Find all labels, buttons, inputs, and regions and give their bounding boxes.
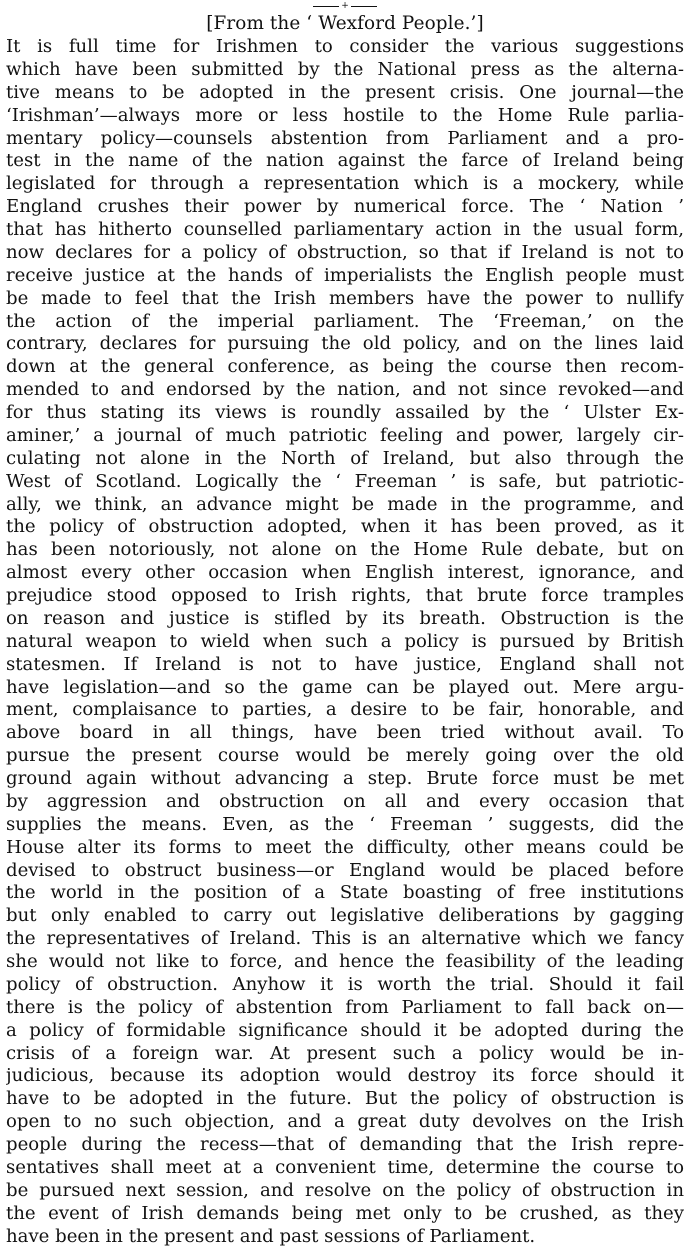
article-line: the event of Irish demands being met only to be crushed, as they xyxy=(6,1203,684,1226)
article-line: have legislation—and so the game can be played out. Mere argu- xyxy=(6,677,684,700)
article-line: the action of the imperial parliament. The ‘Freeman,’ on the xyxy=(6,311,684,334)
article-line: down at the general conference, as being the course then recom- xyxy=(6,356,684,379)
article-line: open to no such objection, and a great duty devolves on the Irish xyxy=(6,1111,684,1134)
article-line: she would not like to force, and hence the feasibility of the leading xyxy=(6,951,684,974)
article-line: ally, we think, an advance might be made in the programme, and xyxy=(6,494,684,517)
rule-ornament: + xyxy=(341,2,349,10)
article-line: but only enabled to carry out legislative deliberations by gagging xyxy=(6,905,684,928)
article-line: ‘Irishman’—always more or less hostile to the Home Rule parlia- xyxy=(6,105,684,128)
article-line: crisis of a foreign war. At present such a policy would be in- xyxy=(6,1043,684,1066)
article-line: on reason and justice is stifled by its breath. Obstruction is the xyxy=(6,608,684,631)
article-line: there is the policy of abstention from Parliament to fall back on— xyxy=(6,997,684,1020)
article-line: the world in the position of a State boasting of free institutions xyxy=(6,882,684,905)
article-line: the policy of obstruction adopted, when it has been proved, as it xyxy=(6,516,684,539)
article-line: almost every other occasion when English interest, ignorance, and xyxy=(6,562,684,585)
article-line: West of Scotland. Logically the ‘ Freeman ’ is safe, but patriotic- xyxy=(6,471,684,494)
article-line: policy of obstruction. Anyhow it is worth the trial. Should it fail xyxy=(6,974,684,997)
article-line: supplies the means. Even, as the ‘ Freeman ’ suggests, did the xyxy=(6,814,684,837)
rule-bar-right xyxy=(351,6,377,7)
article-line: House alter its forms to meet the difficulty, other means could be xyxy=(6,837,684,860)
article-line: a policy of formidable significance should it be adopted during the xyxy=(6,1020,684,1043)
article-line: It is full time for Irishmen to consider the various suggestions xyxy=(6,36,684,59)
article-line: England crushes their power by numerical force. The ‘ Nation ’ xyxy=(6,196,684,219)
article-line: legislated for through a representation which is a mockery, while xyxy=(6,173,684,196)
article-line: now declares for a policy of obstruction, so that if Ireland is not to xyxy=(6,242,684,265)
article-line: culating not alone in the North of Ireland, but also through the xyxy=(6,448,684,471)
article-line: ment, complaisance to parties, a desire to be fair, honorable, and xyxy=(6,699,684,722)
article-line: judicious, because its adoption would destroy its force should it xyxy=(6,1065,684,1088)
article-line: receive justice at the hands of imperialists the English people must xyxy=(6,265,684,288)
source-heading: [From the ‘ Wexford People.’] xyxy=(6,12,684,36)
article-line: natural weapon to wield when such a policy is pursued by British xyxy=(6,631,684,654)
article-line: which have been submitted by the National press as the alterna- xyxy=(6,59,684,82)
article-line: have been in the present and past sessions of Parliament. xyxy=(6,1226,684,1248)
article-line: have to be adopted in the future. But the policy of obstruction is xyxy=(6,1088,684,1111)
article-line: pursue the present course would be merely going over the old xyxy=(6,745,684,768)
article-body xyxy=(6,36,684,1248)
article-line: test in the name of the nation against the farce of Ireland being xyxy=(6,150,684,173)
rule-bar-left xyxy=(313,6,339,7)
article-line: sentatives shall meet at a convenient time, determine the course to xyxy=(6,1157,684,1180)
article-line: devised to obstruct business—or England would be placed before xyxy=(6,860,684,883)
article-line: for thus stating its views is roundly assailed by the ‘ Ulster Ex- xyxy=(6,402,684,425)
article-line: has been notoriously, not alone on the Home Rule debate, but on xyxy=(6,539,684,562)
article-line: aminer,’ a journal of much patriotic feeling and power, largely cir- xyxy=(6,425,684,448)
article-line: people during the recess—that of demanding that the Irish repre- xyxy=(6,1134,684,1157)
article-line: be pursued next session, and resolve on the policy of obstruction in xyxy=(6,1180,684,1203)
article-line: ground again without advancing a step. Brute force must be met xyxy=(6,768,684,791)
article-line: that has hitherto counselled parliamentary action in the usual form, xyxy=(6,219,684,242)
article-line: statesmen. If Ireland is not to have justice, England shall not xyxy=(6,654,684,677)
article-line: mended to and endorsed by the nation, and not since revoked—and xyxy=(6,379,684,402)
article-line: by aggression and obstruction on all and every occasion that xyxy=(6,791,684,814)
article-line: mentary policy—counsels abstention from Parliament and a pro- xyxy=(6,128,684,151)
article-line: contrary, declares for pursuing the old policy, and on the lines laid xyxy=(6,333,684,356)
article-line: above board in all things, have been tried without avail. To xyxy=(6,722,684,745)
article-line: prejudice stood opposed to Irish rights, that brute force tramples xyxy=(6,585,684,608)
article-line: the representatives of Ireland. This is an alternative which we fancy xyxy=(6,928,684,951)
ornamental-rule xyxy=(6,2,684,10)
article-line: tive means to be adopted in the present crisis. One journal—the xyxy=(6,82,684,105)
article-line: be made to feel that the Irish members have the power to nullify xyxy=(6,288,684,311)
